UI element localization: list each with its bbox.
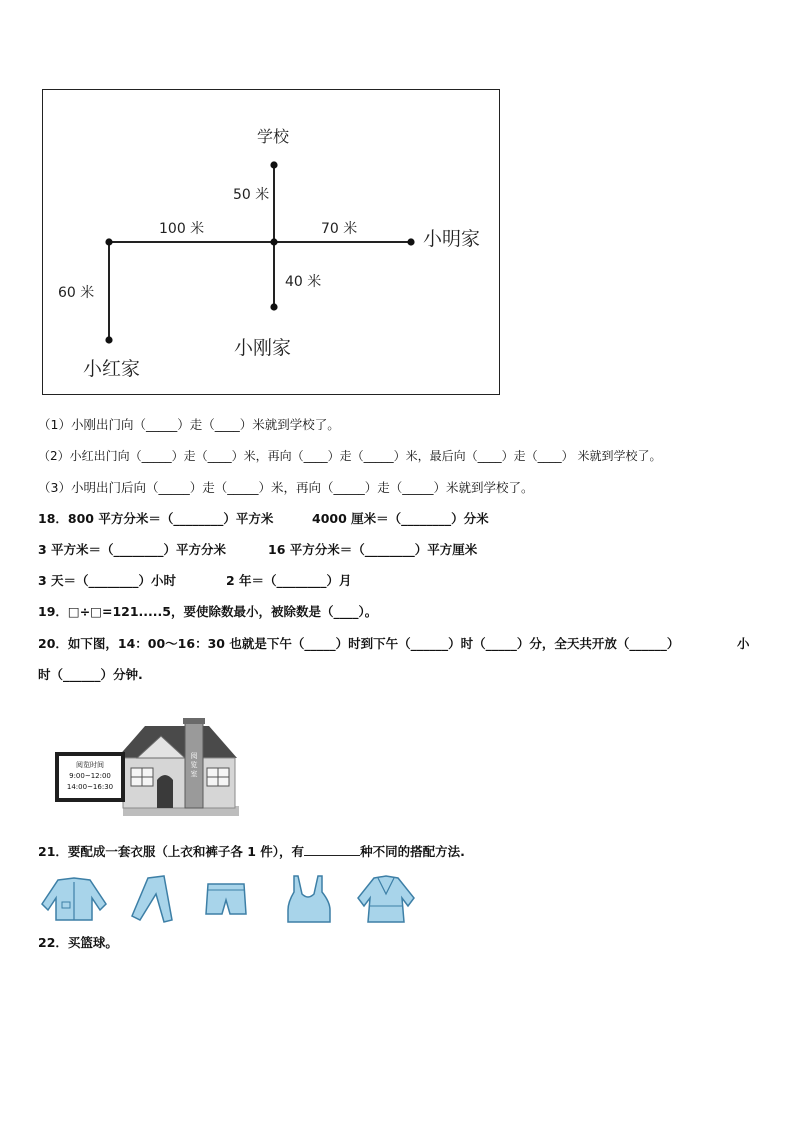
- q17-sub3: （3）小明出门后向（_____）走（_____）米，再向（_____）走（_____）米就到学校了。: [38, 480, 534, 495]
- school-label: 学校: [257, 127, 290, 146]
- library-tower-text: 阅览室: [190, 752, 198, 778]
- tank-top-icon: [288, 876, 330, 922]
- shorts-icon: [206, 884, 246, 914]
- library-illustration: [53, 718, 239, 818]
- q19-text: 19．□÷□=121.....5，要使除数最小，被除数是（____）。: [38, 604, 378, 619]
- center-point: [270, 238, 277, 245]
- q18-line3b: 2 年＝（________）月: [226, 573, 352, 588]
- xiaohong-home-label: 小红家: [83, 358, 141, 380]
- q20-line2: 时（______）分钟.: [38, 667, 143, 682]
- map-figure: [42, 89, 500, 395]
- q21-text-after: 种不同的搭配方法.: [360, 844, 465, 859]
- q18-line2b: 16 平方分米＝（________）平方厘米: [268, 542, 478, 557]
- q18-line1a: 18．800 平方分米＝（________）平方米: [38, 511, 274, 526]
- distance-label-down: 40 米: [285, 274, 322, 290]
- library-sign-text: [59, 760, 121, 793]
- distance-label-up: 50 米: [233, 187, 270, 203]
- q21-text-before: 21．要配成一套衣服（上衣和裤子各 1 件），有: [38, 844, 305, 859]
- library-sign-time1: 9:00~12:00: [69, 772, 111, 780]
- jacket-icon: [42, 878, 106, 920]
- distance-label-left-down: 60 米: [58, 285, 95, 301]
- xiaoming-home-label: 小明家: [423, 228, 481, 250]
- q22-text: 22．买篮球。: [38, 935, 118, 950]
- q20-line1: 20．如下图，14：00～16：30 也就是下午（_____）时到下午（______）时（_____）分，全天共开放（______）: [38, 636, 680, 651]
- q17-sub2: （2）小红出门向（_____）走（____）米，再向（____）走（_____）米，最后向（____）走（____） 米就到学校了。: [38, 449, 662, 463]
- distance-label-right: 70 米: [321, 221, 358, 237]
- xiaogang-home-point: [270, 303, 277, 310]
- coat-icon: [358, 876, 414, 922]
- clothing-row: [40, 874, 420, 924]
- library-sign-title: 阅览时间: [76, 761, 104, 769]
- q21-text: [38, 843, 465, 860]
- clothing-images: [40, 874, 420, 924]
- jeans-icon: [132, 876, 172, 922]
- xiaoming-home-point: [407, 238, 414, 245]
- q17-sub1: （1）小刚出门向（_____）走（____）米就到学校了。: [38, 417, 340, 432]
- q21-answer-blank[interactable]: [304, 843, 360, 856]
- xiaohong-home-point: [105, 336, 112, 343]
- xiaogang-home-label: 小刚家: [234, 337, 292, 359]
- library-sign-time2: 14:00~16:30: [66, 783, 114, 791]
- q18-line2a: 3 平方米＝（________）平方分米: [38, 542, 227, 557]
- distance-label-left: 100 米: [159, 221, 205, 237]
- q18-line1b: 4000 厘米＝（________）分米: [312, 511, 489, 526]
- q20-line1-end: 小: [737, 636, 750, 651]
- school-point: [270, 161, 277, 168]
- map-diagram: [43, 90, 499, 394]
- left-corner-point: [105, 238, 112, 245]
- q18-line3a: 3 天＝（________）小时: [38, 573, 177, 588]
